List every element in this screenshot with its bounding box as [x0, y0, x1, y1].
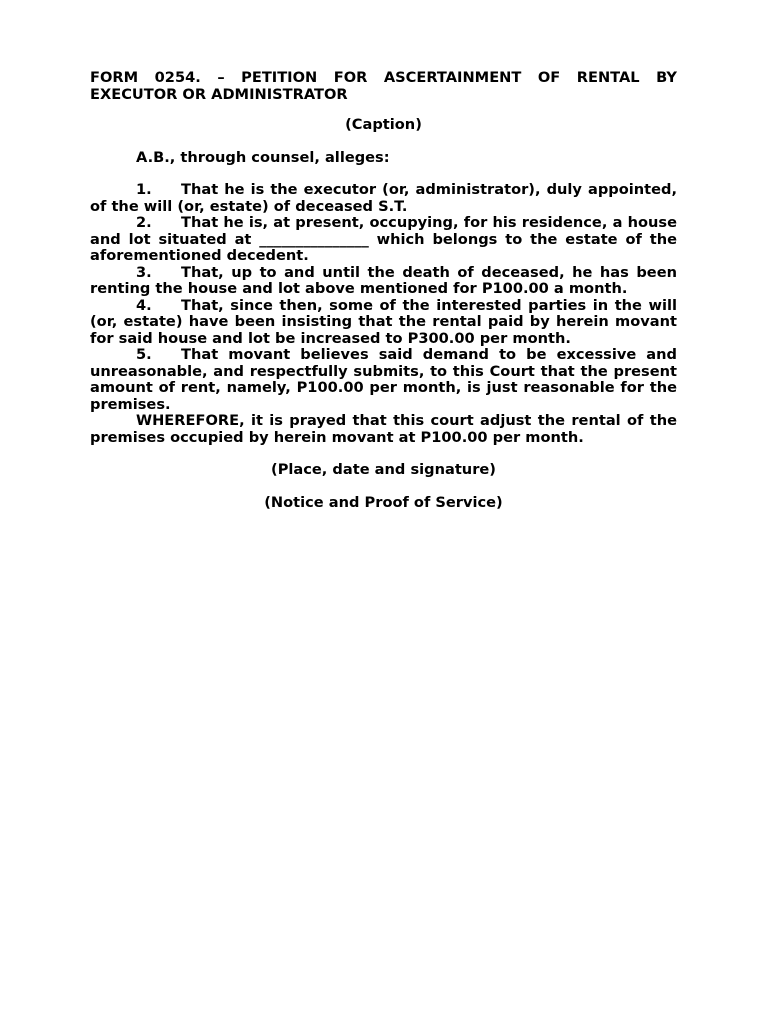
notice-placeholder: (Notice and Proof of Service): [264, 493, 503, 511]
paragraph-text: That he is the executor (or, administrator), duly appointed, of the will (or, estate) of deceased S.T.: [90, 181, 677, 215]
paragraph-number: 5.: [136, 346, 152, 363]
allegation-paragraph-1: [90, 182, 677, 215]
paragraph-number: 3.: [136, 263, 152, 281]
document-page: [90, 70, 677, 511]
paragraph-number: 4.: [136, 296, 152, 314]
allegation-paragraph-5: [90, 347, 677, 413]
paragraph-text: That he is, at present, occupying, for his residence, a house and lot situated at _______________ which belongs to the estate of the aforementioned decedent.: [90, 214, 677, 264]
paragraph-text: That, since then, some of the interested parties in the will (or, estate) have been insisting that the rental paid by herein movant for said house and lot be increased to P300.00 per month.: [90, 296, 677, 347]
paragraph-text: That, up to and until the death of deceased, he has been renting the house and lot above mentioned for P100.00 a month.: [90, 263, 677, 297]
allegation-paragraph-4: [90, 298, 677, 348]
intro-line: A.B., through counsel, alleges:: [136, 148, 390, 166]
paragraph-text: That movant believes said demand to be excessive and unreasonable, and respectfully submits, to this Court that the present amount of rent, namely, P100.00 per month, is just reasonable for the premises.: [90, 346, 677, 413]
paragraph-number: 2.: [136, 214, 152, 231]
prayer-paragraph: WHEREFORE, it is prayed that this court adjust the rental of the premises occupied by herein movant at P100.00 per month.: [90, 412, 677, 446]
allegation-paragraph-3: [90, 265, 677, 298]
caption-placeholder: (Caption): [345, 116, 422, 133]
allegation-paragraph-2: [90, 215, 677, 265]
paragraph-number: 1.: [136, 181, 152, 198]
signature-placeholder: (Place, date and signature): [271, 461, 496, 478]
form-title: FORM 0254. – PETITION FOR ASCERTAINMENT OF RENTAL BY EXECUTOR OR ADMINISTRATOR: [90, 69, 677, 103]
allegations-list: [90, 182, 677, 446]
